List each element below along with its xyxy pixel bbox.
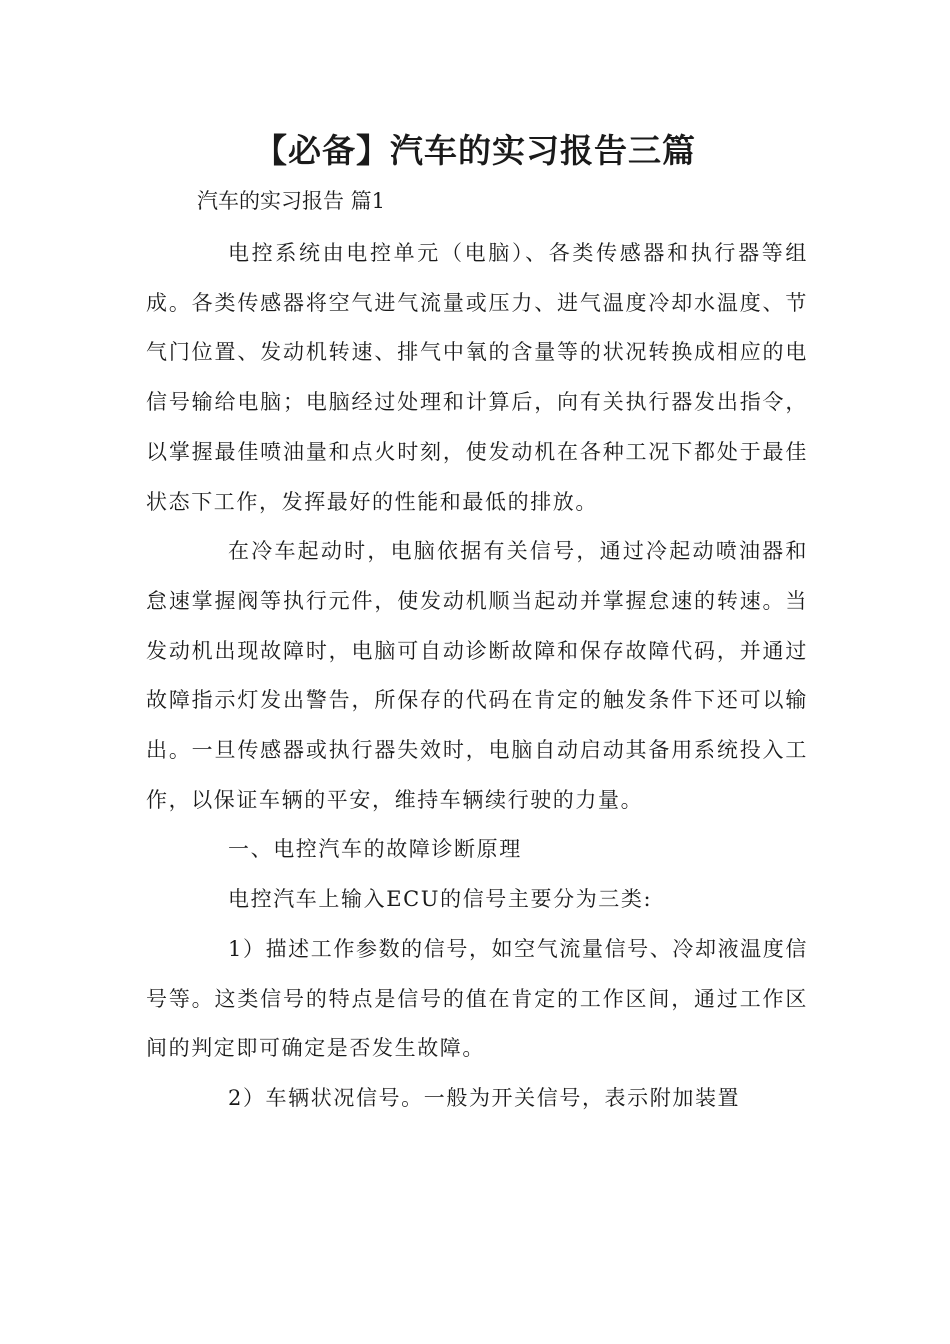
paragraph: 电控系统由电控单元（电脑）、各类传感器和执行器等组成。各类传感器将空气进气流量或压力、进气温度冷却水温度、节气门位置、发动机转速、排气中氧的含量等的状况转换成相应的电信号输给电脑；电脑经过处理和计算后，向有关执行器发出指令，以掌握最佳喷油量和点火时刻，使发动机在各种工况下都处于最佳状态下工作，发挥最好的性能和最低的排放。 <box>146 241 808 514</box>
document-body <box>146 229 808 1124</box>
document-title: 【必备】汽车的实习报告三篇 <box>254 131 696 170</box>
paragraph: 1）描述工作参数的信号，如空气流量信号、冷却液温度信号等。这类信号的特点是信号的值在肯定的工作区间，通过工作区间的判定即可确定是否发生故障。 <box>146 936 808 1061</box>
section-subtitle: 汽车的实习报告 篇1 <box>197 189 386 213</box>
paragraph: 电控汽车上输入ECU的信号主要分为三类: <box>228 887 653 912</box>
section-heading: 一、电控汽车的故障诊断原理 <box>228 837 522 862</box>
paragraph: 在冷车起动时，电脑依据有关信号，通过冷起动喷油器和怠速掌握阀等执行元件，使发动机顺当起动并掌握怠速的转速。当发动机出现故障时，电脑可自动诊断故障和保存故障代码，并通过故障指示灯发出警告，所保存的代码在肯定的触发条件下还可以输出。一旦传感器或执行器失效时，电脑自动启动其备用系统投入工作，以保证车辆的平安，维持车辆续行驶的力量。 <box>146 539 808 812</box>
paragraph: 2）车辆状况信号。一般为开关信号，表示附加装置 <box>228 1085 741 1110</box>
